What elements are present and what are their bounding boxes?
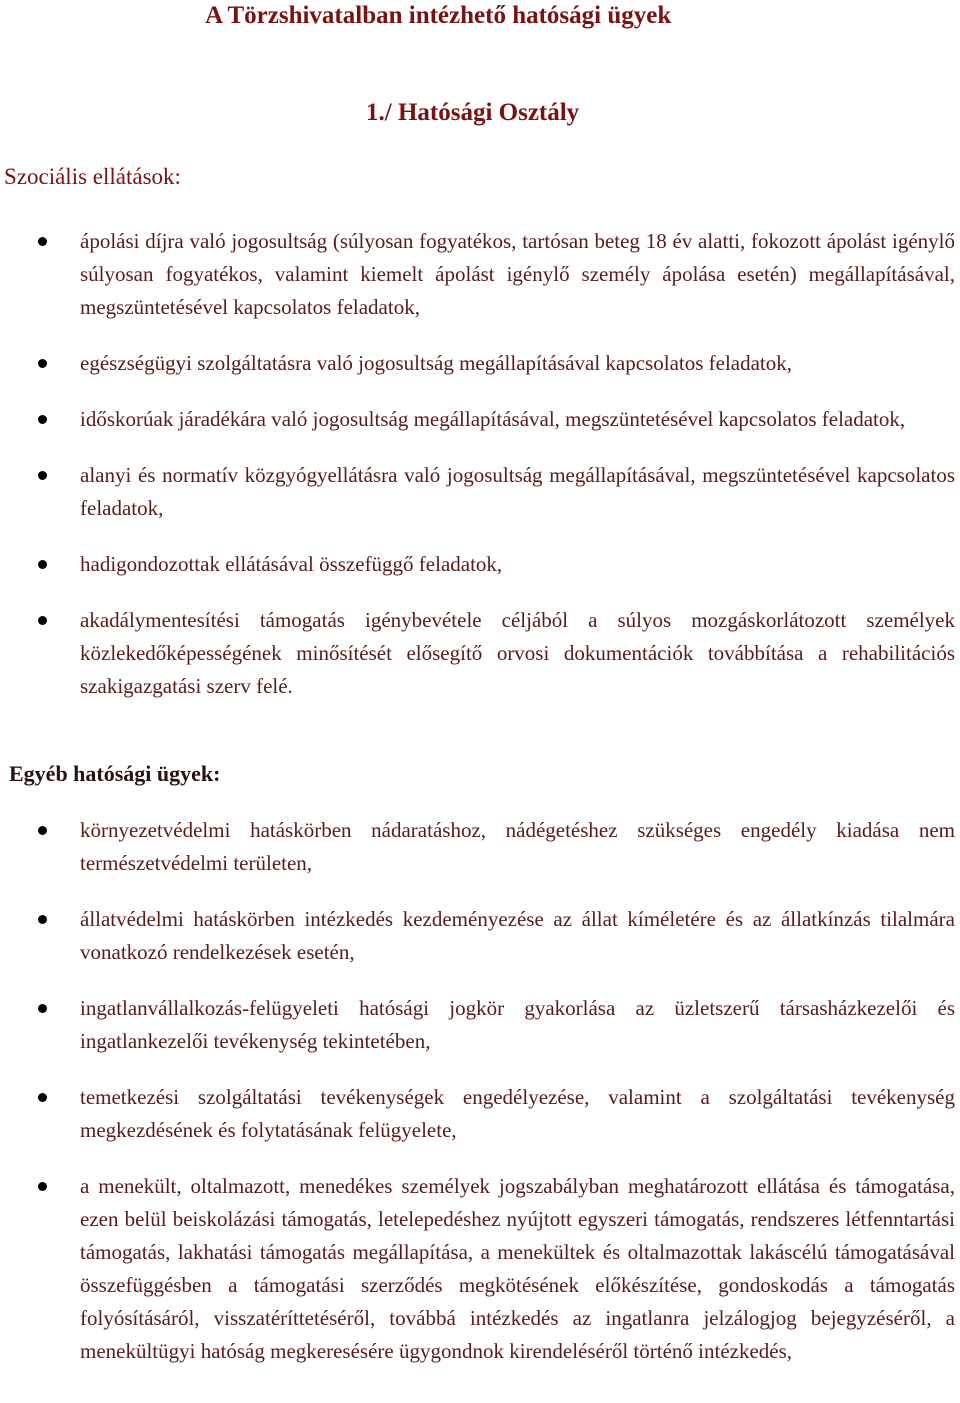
list-item-text: a menekült, oltalmazott, menedékes személyek jogszabályban meghatározott ellátása és támogatása, ezen belül beiskolázási támogatás, letelepedéshez nyújtott egyszeri támogatás, rendszeres létfenntartási támogatás, lakhatási támogatás megállapítása, a menekültek és oltalmazottak lakáscélú támogatásával összefüggésben a támogatási szerződés megkötésének előkészítése, gondoskodás a támogatás folyósításáról, visszatéríttetéséről, továbbá intézkedés az ingatlanra jelzálogjog bejegyzéséről, a menekültügyi hatóság megkeresésére ügygondnok kirendeléséről történő intézkedés, xyxy=(80,1174,955,1363)
list-item xyxy=(0,1170,960,1368)
list-item-text: időskorúak járadékára való jogosultság megállapításával, megszüntetésével kapcsolatos feladatok, xyxy=(80,407,906,431)
other-cases-list xyxy=(0,814,960,1368)
list-item-text: akadálymentesítési támogatás igénybevétele céljából a súlyos mozgáskorlátozott személyek közlekedőképességének minősítését elősegítő orvosi dokumentációk továbbítása a rehabilitációs szakigazgatási szerv felé. xyxy=(80,608,955,698)
social-benefits-list xyxy=(0,225,960,703)
department-title: 1./ Hatósági Osztály xyxy=(366,99,580,126)
section-heading-social: Szociális ellátások: xyxy=(4,164,181,189)
list-item-text: környezetvédelmi hatáskörben nádaratáshoz, nádégetéshez szükséges engedély kiadása nem természetvédelmi területen, xyxy=(80,818,955,875)
list-item-text: temetkezési szolgáltatási tevékenységek engedélyezése, valamint a szolgáltatási tevékenység megkezdésének és folytatásának felügyelete, xyxy=(80,1085,955,1142)
bullet-icon xyxy=(38,1182,47,1191)
bullet-icon xyxy=(38,359,47,368)
list-item xyxy=(0,903,960,969)
list-item xyxy=(0,992,960,1058)
list-item xyxy=(0,604,960,703)
list-item xyxy=(0,548,960,581)
list-item-text: hadigondozottak ellátásával összefüggő feladatok, xyxy=(80,552,503,576)
list-item-text: alanyi és normatív közgyógyellátásra való jogosultság megállapításával, megszüntetésével kapcsolatos feladatok, xyxy=(80,463,955,520)
bullet-icon xyxy=(38,616,47,625)
bullet-icon xyxy=(38,1093,47,1102)
list-item xyxy=(0,459,960,525)
list-item xyxy=(0,403,960,436)
list-item-text: egészségügyi szolgáltatásra való jogosultság megállapításával kapcsolatos feladatok, xyxy=(80,351,793,375)
list-item-text: állatvédelmi hatáskörben intézkedés kezdeményezése az állat kíméletére és az állatkínzás tilalmára vonatkozó rendelkezések esetén, xyxy=(80,907,955,964)
section-heading-other: Egyéb hatósági ügyek: xyxy=(9,761,221,786)
bullet-icon xyxy=(38,237,47,246)
bullet-icon xyxy=(38,560,47,569)
bullet-icon xyxy=(38,471,47,480)
bullet-icon xyxy=(38,826,47,835)
list-item-text: ingatlanvállalkozás-felügyeleti hatósági jogkör gyakorlása az üzletszerű társasházkezelői és ingatlankezelői tevékenység tekintetében, xyxy=(80,996,955,1053)
list-item xyxy=(0,347,960,380)
list-item xyxy=(0,1081,960,1147)
list-item-text: ápolási díjra való jogosultság (súlyosan fogyatékos, tartósan beteg 18 év alatti, fokozott ápolást igénylő súlyosan fogyatékos, valamint kiemelt ápolást igénylő személy ápolása esetén) megállapításával, megszüntetésével kapcsolatos feladatok, xyxy=(80,229,955,319)
bullet-icon xyxy=(38,415,47,424)
list-item xyxy=(0,225,960,324)
bullet-icon xyxy=(38,915,47,924)
page-title: A Törzshivatalban intézhető hatósági ügyek xyxy=(205,2,672,29)
list-item xyxy=(0,814,960,880)
bullet-icon xyxy=(38,1004,47,1013)
